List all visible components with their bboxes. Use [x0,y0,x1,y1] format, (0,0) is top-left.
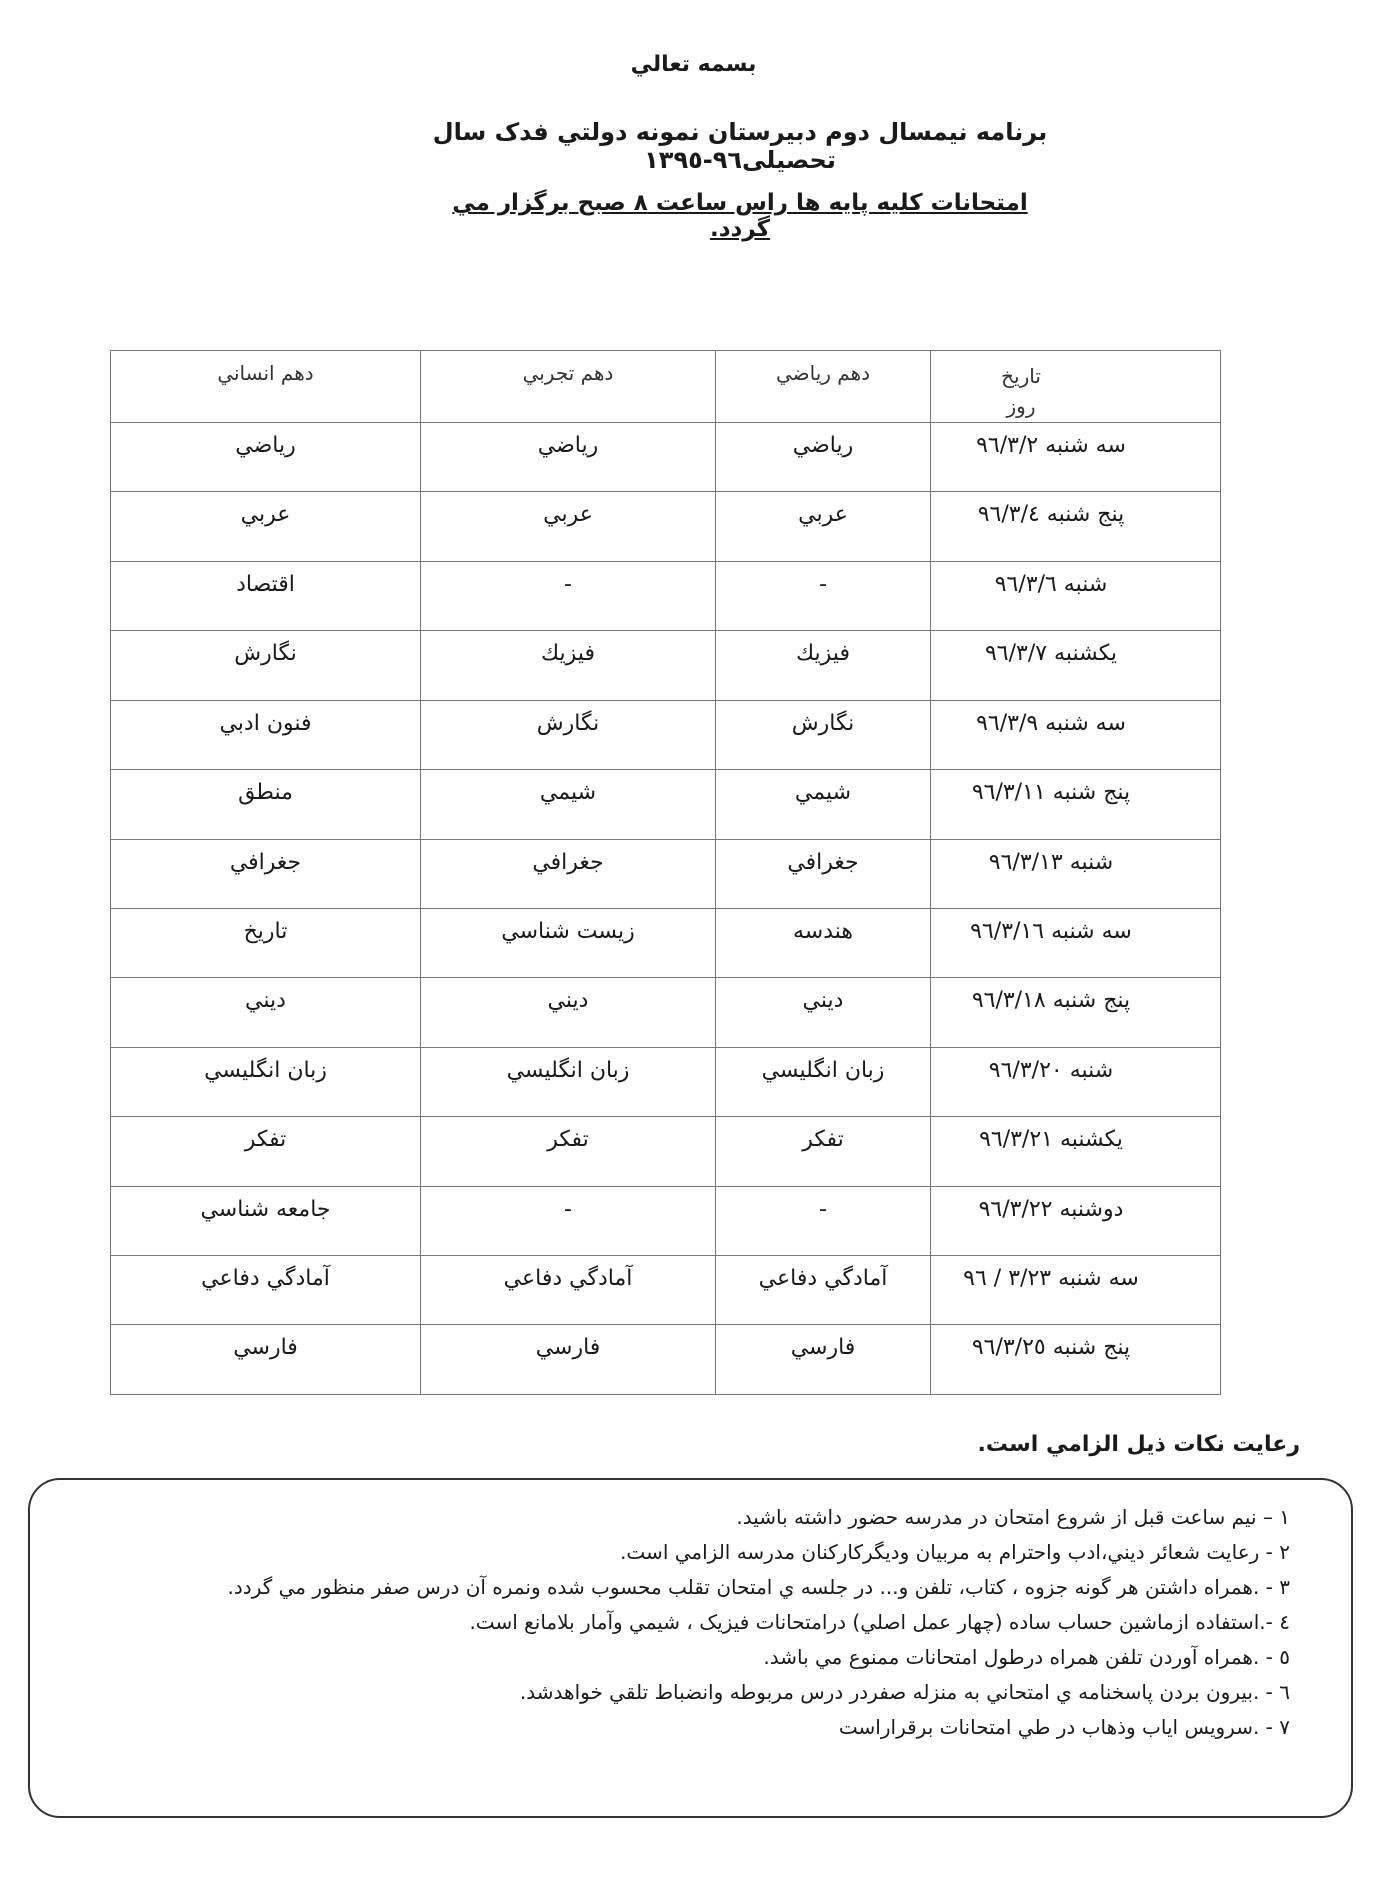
header-day-label: روز [1006,394,1036,418]
cell-date: دوشنبه ٩٦/٣/٢٢ [931,1186,1221,1255]
notes-list [30,1500,1290,1745]
note-item: ١ – نيم ساعت قبل از شروع امتحان در مدرسه حضور داشته باشيد. [736,1505,1290,1529]
cell-experimental: جغرافي [421,839,716,908]
cell-humanities: نگارش [111,631,421,700]
cell-date: پنج شنبه ٩٦/٣/١١ [931,770,1221,839]
cell-experimental: رياضي [421,423,716,492]
cell-experimental: زيست شناسي [421,908,716,977]
cell-humanities: زبان انگليسي [111,1047,421,1116]
note-item: ٤ -.استفاده ازماشين حساب ساده (چهار عمل اصلي) درامتحانات فيزيک ، شيمي وآمار بلامانع است. [469,1610,1290,1634]
cell-experimental: شيمي [421,770,716,839]
cell-date: شنبه ٩٦/٣/٦ [931,561,1221,630]
cell-humanities: ديني [111,978,421,1047]
cell-humanities: عربي [111,492,421,561]
note-item: ٦ - .بيرون بردن پاسخنامه ي امتحاني به منزله صفردر درس مربوطه وانضباط تلقي خواهدشد. [519,1680,1290,1704]
cell-math: رياضي [716,423,931,492]
exam-schedule-table [110,350,1221,1395]
table-row [111,700,1221,769]
cell-humanities: جغرافي [111,839,421,908]
cell-humanities: تفكر [111,1117,421,1186]
cell-math: آمادگي دفاعي [716,1256,931,1325]
table-row [111,423,1221,492]
cell-humanities: اقتصاد [111,561,421,630]
cell-math: عربي [716,492,931,561]
cell-date: پنج شنبه ٩٦/٣/٤ [931,492,1221,561]
table-row [111,1186,1221,1255]
cell-math: ديني [716,978,931,1047]
cell-experimental: زبان انگليسي [421,1047,716,1116]
cell-math: تفكر [716,1117,931,1186]
cell-date: يکشنبه ٩٦/٣/٧ [931,631,1221,700]
header-date-label: تاريخ [1001,364,1041,388]
table-row [111,631,1221,700]
table-row [111,561,1221,630]
header-experimental: دهم تجربي [421,351,716,423]
note-item: ٥ - .همراه آوردن تلفن همراه درطول امتحانات ممنوع مي باشد. [763,1645,1290,1669]
table-row [111,492,1221,561]
page-title: برنامه نيمسال دوم دبيرستان نمونه دولتي فدک سال تحصيلی٩٦-١٣٩٥ [432,118,1048,174]
table-row [111,1256,1221,1325]
cell-date: شنبه ٩٦/٣/١٣ [931,839,1221,908]
cell-date: سه شنبه ٩٦/٣/١٦ [931,908,1221,977]
table-row [111,908,1221,977]
cell-date: سه شنبه ٩٦/٣/٩ [931,700,1221,769]
cell-date: شنبه ٩٦/٣/٢٠ [931,1047,1221,1116]
notes-title: رعايت نكات ذيل الزامي است. [977,1432,1300,1457]
note-item: ٣ - .همراه داشتن هر گونه جزوه ، كتاب، تلفن و... در جلسه ي امتحان تقلب محسوب شده ونمره آن درس صفر منظور مي گردد. [227,1575,1290,1599]
cell-math: فيزيك [716,631,931,700]
cell-math: - [716,561,931,630]
cell-humanities: فنون ادبي [111,700,421,769]
cell-math: جغرافي [716,839,931,908]
table-row [111,1325,1221,1395]
cell-experimental: آمادگي دفاعي [421,1256,716,1325]
table-header-row [111,351,1221,423]
cell-math: فارسي [716,1325,931,1395]
table-row [111,839,1221,908]
page-subtitle: امتحانات کليه پايه ها راس ساعت ٨ صبح برگزار مي گردد. [452,190,1028,242]
cell-date: سه شنبه ٩٦/٣/٢ [931,423,1221,492]
header-humanities: دهم انساني [111,351,421,423]
cell-date: پنج شنبه ٩٦/٣/١٨ [931,978,1221,1047]
header-date [931,351,1221,423]
cell-humanities: فارسي [111,1325,421,1395]
cell-humanities: تاريخ [111,908,421,977]
cell-experimental: تفكر [421,1117,716,1186]
cell-experimental: ديني [421,978,716,1047]
cell-date: سه شنبه ٣/٢٣ / ٩٦ [931,1256,1221,1325]
cell-date: پنج شنبه ٩٦/٣/٢٥ [931,1325,1221,1395]
cell-math: شيمي [716,770,931,839]
table-row [111,978,1221,1047]
cell-experimental: - [421,1186,716,1255]
cell-math: هندسه [716,908,931,977]
cell-humanities: جامعه شناسي [111,1186,421,1255]
cell-experimental: نگارش [421,700,716,769]
cell-humanities: منطق [111,770,421,839]
cell-date: يکشنبه ٩٦/٣/٢١ [931,1117,1221,1186]
cell-experimental: فيزيك [421,631,716,700]
cell-math: - [716,1186,931,1255]
table-row [111,770,1221,839]
table-row [111,1047,1221,1116]
basmala: بسمه تعالي [630,52,757,77]
note-item: ٢ - رعايت شعائر ديني،ادب واحترام به مربيان وديگركاركنان مدرسه الزامي است. [620,1540,1290,1564]
cell-experimental: فارسي [421,1325,716,1395]
cell-humanities: آمادگي دفاعي [111,1256,421,1325]
cell-experimental: عربي [421,492,716,561]
cell-math: نگارش [716,700,931,769]
table-row [111,1117,1221,1186]
cell-experimental: - [421,561,716,630]
header-math: دهم رياضي [716,351,931,423]
cell-math: زبان انگليسي [716,1047,931,1116]
note-item: ٧ - .سرويس اياب وذهاب در طي امتحانات برقراراست [838,1715,1290,1739]
cell-humanities: رياضي [111,423,421,492]
